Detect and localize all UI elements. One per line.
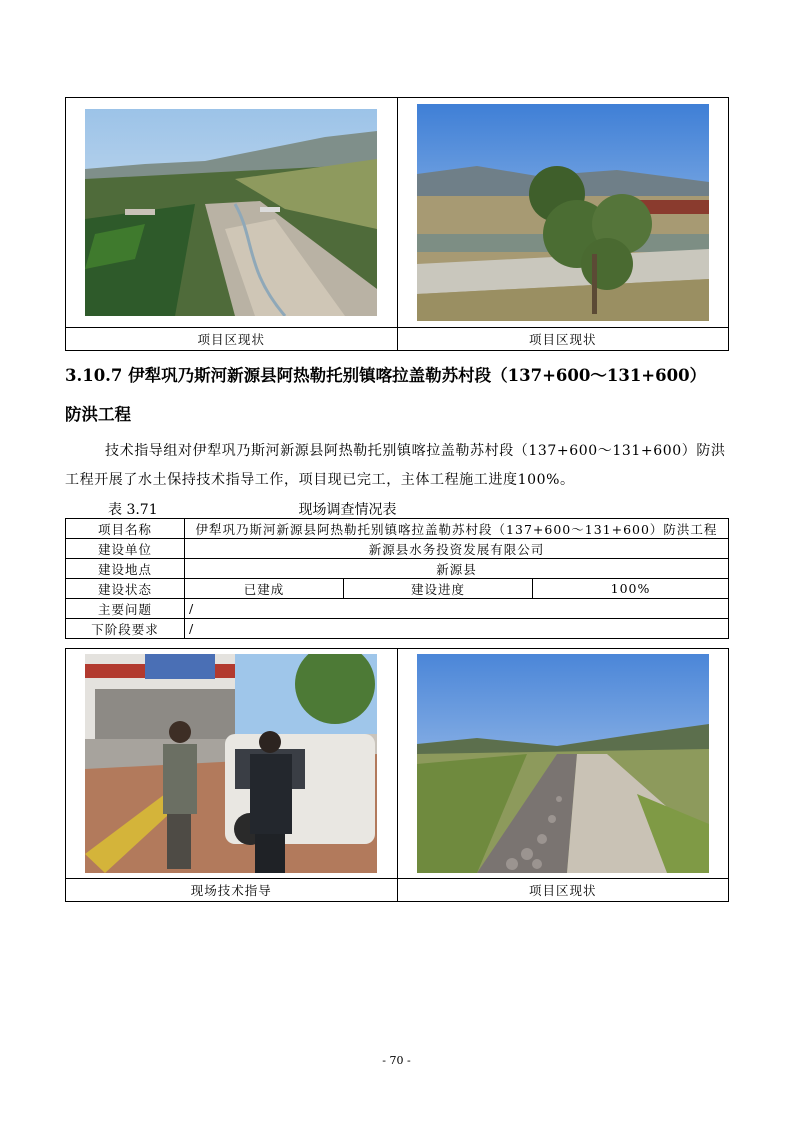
unit-value: 新源县水务投资发展有限公司 <box>185 539 729 559</box>
next-value: / <box>185 619 729 639</box>
issues-label: 主要问题 <box>66 599 185 619</box>
river-bank-tree-photo <box>417 104 709 321</box>
project-name-label: 项目名称 <box>66 519 185 539</box>
location-label: 建设地点 <box>66 559 185 579</box>
table-number: 表 3.71 <box>108 502 158 518</box>
bottom-left-photo-cell <box>66 649 398 879</box>
page-number: - 70 - <box>382 1054 411 1067</box>
top-left-photo-cell <box>66 98 398 328</box>
survey-table <box>65 518 729 639</box>
table-row <box>66 539 729 559</box>
bottom-photo-table <box>65 648 729 902</box>
top-right-caption: 项目区现状 <box>397 328 729 351</box>
gabion-embankment-photo <box>417 654 709 873</box>
table-row <box>66 579 729 599</box>
status-value: 已建成 <box>185 579 344 599</box>
table-title: 现场调查情况表 <box>298 502 397 518</box>
section-paragraph: 技术指导组对伊犁巩乃斯河新源县阿热勒托别镇喀拉盖勒苏村段（137+600～131+600）防洪工程开展了水土保持技术指导工作，项目现已完工，主体工程施工进度100%。 <box>65 443 726 488</box>
top-photo-table <box>65 97 729 351</box>
table-row <box>66 519 729 539</box>
bottom-right-photo-cell <box>397 649 729 879</box>
next-label: 下阶段要求 <box>66 619 185 639</box>
location-value: 新源县 <box>185 559 729 579</box>
section-heading-line2: 防洪工程 <box>65 405 131 424</box>
table-caption <box>108 499 397 519</box>
bottom-right-caption: 项目区现状 <box>397 879 729 902</box>
status-label: 建设状态 <box>66 579 185 599</box>
table-row <box>66 559 729 579</box>
river-valley-aerial-photo <box>85 109 377 316</box>
unit-label: 建设单位 <box>66 539 185 559</box>
top-right-photo-cell <box>397 98 729 328</box>
progress-label: 建设进度 <box>344 579 533 599</box>
bottom-left-caption: 现场技术指导 <box>66 879 398 902</box>
table-row <box>66 599 729 619</box>
table-row <box>66 619 729 639</box>
progress-value: 100% <box>533 579 729 599</box>
section-heading-line1: 3.10.7 伊犁巩乃斯河新源县阿热勒托别镇喀拉盖勒苏村段（137+600～131+600） <box>65 366 707 385</box>
onsite-guidance-photo <box>85 654 377 873</box>
project-name-value: 伊犁巩乃斯河新源县阿热勒托别镇喀拉盖勒苏村段（137+600～131+600）防洪工程 <box>185 519 729 539</box>
issues-value: / <box>185 599 729 619</box>
top-left-caption: 项目区现状 <box>66 328 398 351</box>
